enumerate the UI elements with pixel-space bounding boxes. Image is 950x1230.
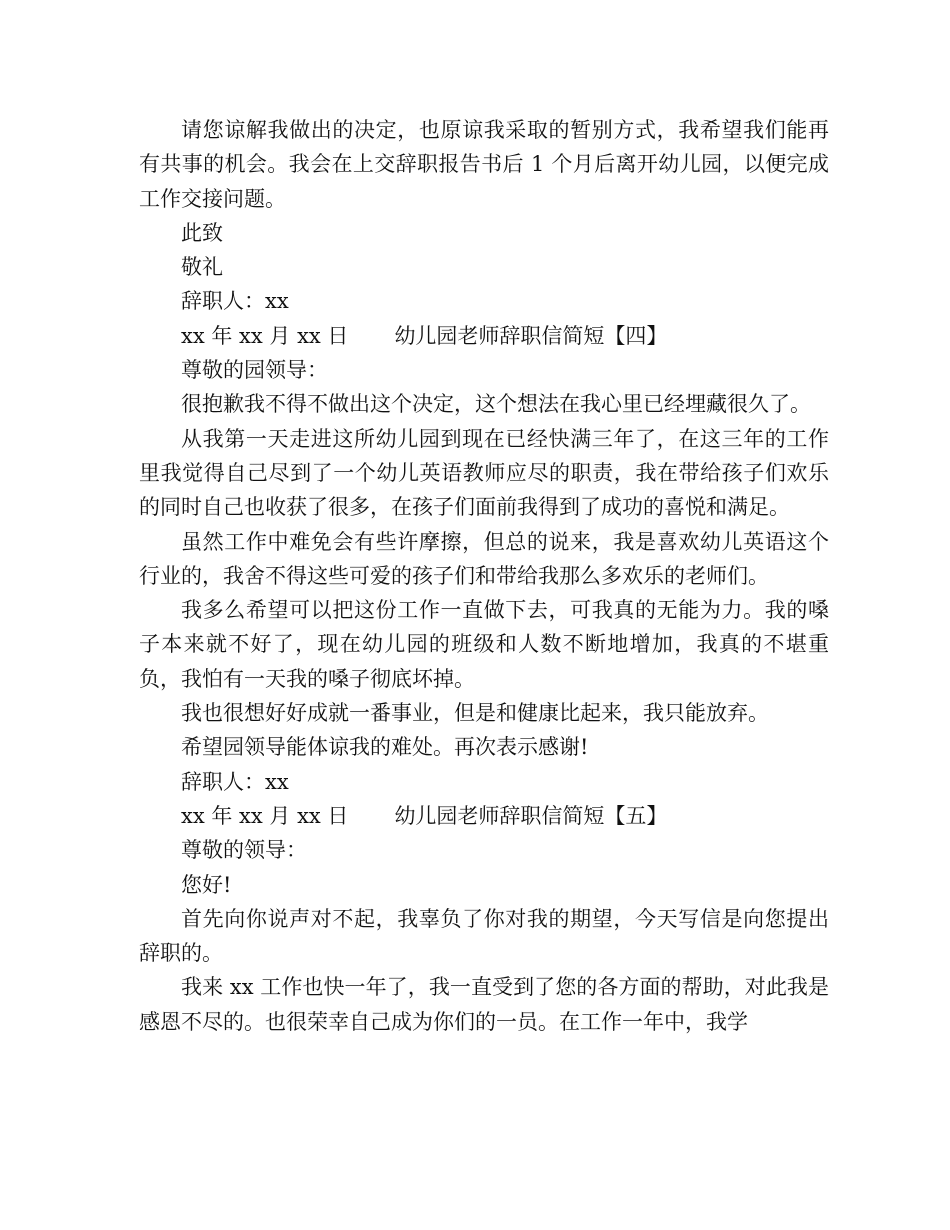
- paragraph: 希望园领导能体谅我的难处。再次表示感谢!: [181, 735, 589, 760]
- text-line: 尊敬的园领导：: [181, 358, 328, 383]
- paragraph: 我来 xx 工作也快一年了，我一直受到了您的各方面的帮助，对此我是感恩不尽的。也很荣幸自己成为你们的一员。在工作一年中，我学: [139, 975, 829, 1034]
- paragraph: 请您谅解我做出的决定，也原谅我采取的暂别方式，我希望我们能再有共事的机会。我会在上交辞职报告书后 1 个月后离开幼儿园，以便完成工作交接问题。: [139, 118, 829, 211]
- paragraph: 从我第一天走进这所幼儿园到现在已经快满三年了，在这三年的工作里我觉得自己尽到了一个幼儿英语教师应尽的职责，我在带给孩子们欢乐的同时自己也收获了很多，在孩子们面前我得到了成功的喜悦和满足。: [139, 426, 829, 520]
- section-heading: 幼儿园老师辞职信简短【五】: [394, 803, 668, 828]
- paragraph: 我也很想好好成就一番事业，但是和健康比起来，我只能放弃。: [181, 701, 769, 726]
- paragraph: 虽然工作中难免会有些许摩擦，但总的说来，我是喜欢幼儿英语这个行业的，我舍不得这些可爱的孩子们和带给我那么多欢乐的老师们。: [139, 529, 829, 588]
- text-line: 辞职人：xx: [181, 769, 289, 794]
- signature-date: xx 年 xx 月 xx 日: [181, 803, 349, 828]
- date-and-section-heading: [139, 799, 829, 833]
- paragraph: 我多么希望可以把这份工作一直做下去，可我真的无能为力。我的嗓子本来就不好了，现在幼儿园的班级和人数不断地增加，我真的不堪重负，我怕有一天我的嗓子彻底坏掉。: [139, 598, 829, 691]
- section-heading: 幼儿园老师辞职信简短【四】: [394, 323, 668, 348]
- text-line: 您好!: [181, 872, 232, 897]
- text-line: 尊敬的领导：: [181, 838, 307, 863]
- text-line: 辞职人：xx: [181, 289, 289, 314]
- document-body: [139, 113, 829, 1039]
- text-line: 此致: [181, 220, 223, 245]
- signature-date: xx 年 xx 月 xx 日: [181, 323, 349, 348]
- paragraph: 首先向你说声对不起，我辜负了你对我的期望，今天写信是向您提出辞职的。: [139, 906, 829, 966]
- date-and-section-heading: [139, 319, 829, 353]
- text-line: 敬礼: [181, 255, 223, 280]
- paragraph: 很抱歉我不得不做出这个决定，这个想法在我心里已经埋藏很久了。: [181, 392, 811, 417]
